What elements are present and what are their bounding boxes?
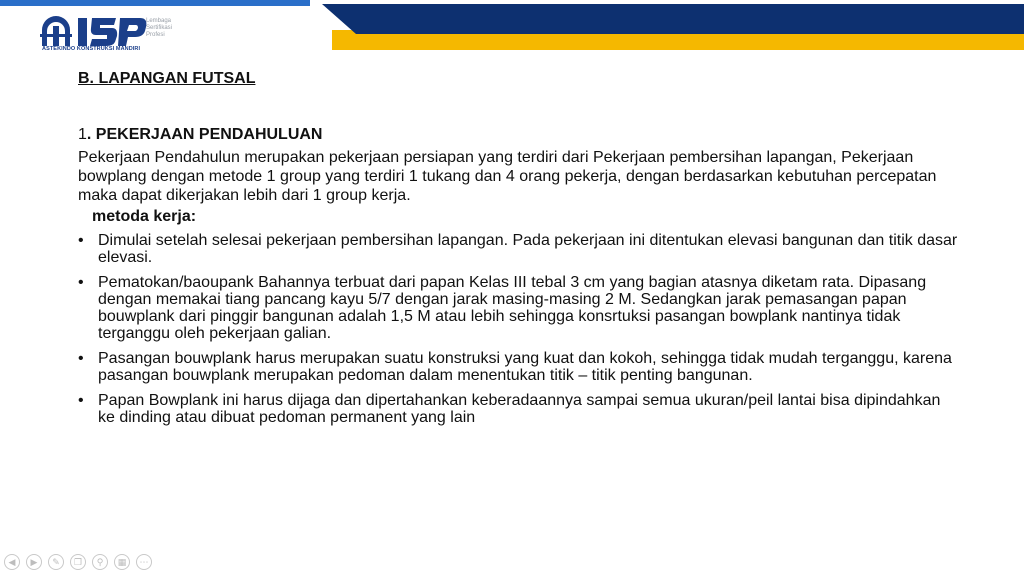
list-item-text: Dimulai setelah selesai pekerjaan pembersihan lapangan. Pada pekerjaan ini ditentukan elevasi bangunan dan titik dasar elevasi. [98,232,958,266]
list-item [78,274,958,342]
copy-icon[interactable]: ❐ [70,554,86,570]
prev-icon[interactable]: ◀ [4,554,20,570]
slide-content [78,70,958,434]
next-icon[interactable]: ▶ [26,554,42,570]
logo-caption: ASTEKINDO KONSTRUKSI MANDIRI [42,46,141,52]
logo-side-line: Profesi [146,32,165,38]
more-icon[interactable]: ⋯ [136,554,152,570]
section-title: B. LAPANGAN FUTSAL [78,70,256,87]
zoom-icon[interactable]: ⚲ [92,554,108,570]
sub-heading [78,126,958,144]
list-item-text: Pematokan/baoupank Bahannya terbuat dari papan Kelas III tebal 3 cm yang bagian atasnya diketam rata. Dipasang dengan memakai tiang pancang kayu 5/7 dengan jarak masing-masing 2 M. Sedangkan jarak pemasangan papan bouwplank dari pinggir bangunan adalah 1,5 M atau lebih sehingga konsrtuksi pasangan bowplank nantinya tidak terganggu oleh pekerjaan galian. [98,274,927,342]
bullet-icon: • [78,392,84,409]
pen-icon[interactable]: ✎ [48,554,64,570]
logo-side-line: Lembaga [146,18,172,24]
sub-heading-number: 1 [78,126,87,143]
list-item-text: Pasangan bouwplank harus merupakan suatu konstruksi yang kuat dan kokoh, sehingga tidak mudah terganggu, karena pasangan bouwplank merupakan pedoman dalam menentukan titik – titik penting bangunan. [98,350,952,384]
bullet-icon: • [78,350,84,367]
bullet-icon: • [78,232,84,249]
list-item [78,232,958,266]
method-label: metoda kerja: [92,208,197,225]
list-item [78,350,958,384]
logo-side-line: Sertifikasi [146,25,173,31]
list-item-text: Papan Bowplank ini harus dijaga dan dipertahankan keberadaannya sampai semua ukuran/peil lantai bisa dipindahkan ke dinding atau dibuat pedoman permanent yang lain [98,392,941,426]
header-accent-bar [0,0,310,6]
bullet-icon: • [78,274,84,291]
logo-side-text [146,18,172,39]
grid-icon[interactable]: ▦ [114,554,130,570]
header-navy-band [322,4,1024,34]
intro-paragraph: Pekerjaan Pendahulun merupakan pekerjaan persiapan yang terdiri dari Pekerjaan pembersihan lapangan, Pekerjaan bowplang dengan metode 1 group yang terdiri 1 tukang dan 4 orang pekerja, dengan berdasarkan kebutuhan percepatan maka dapat dikerjakan lebih dari 1 group kerja. [78,149,937,204]
sub-heading-text: . PEKERJAAN PENDAHULUAN [86,126,323,143]
slideshow-controls [4,554,152,570]
method-list [78,232,958,426]
list-item [78,392,958,426]
